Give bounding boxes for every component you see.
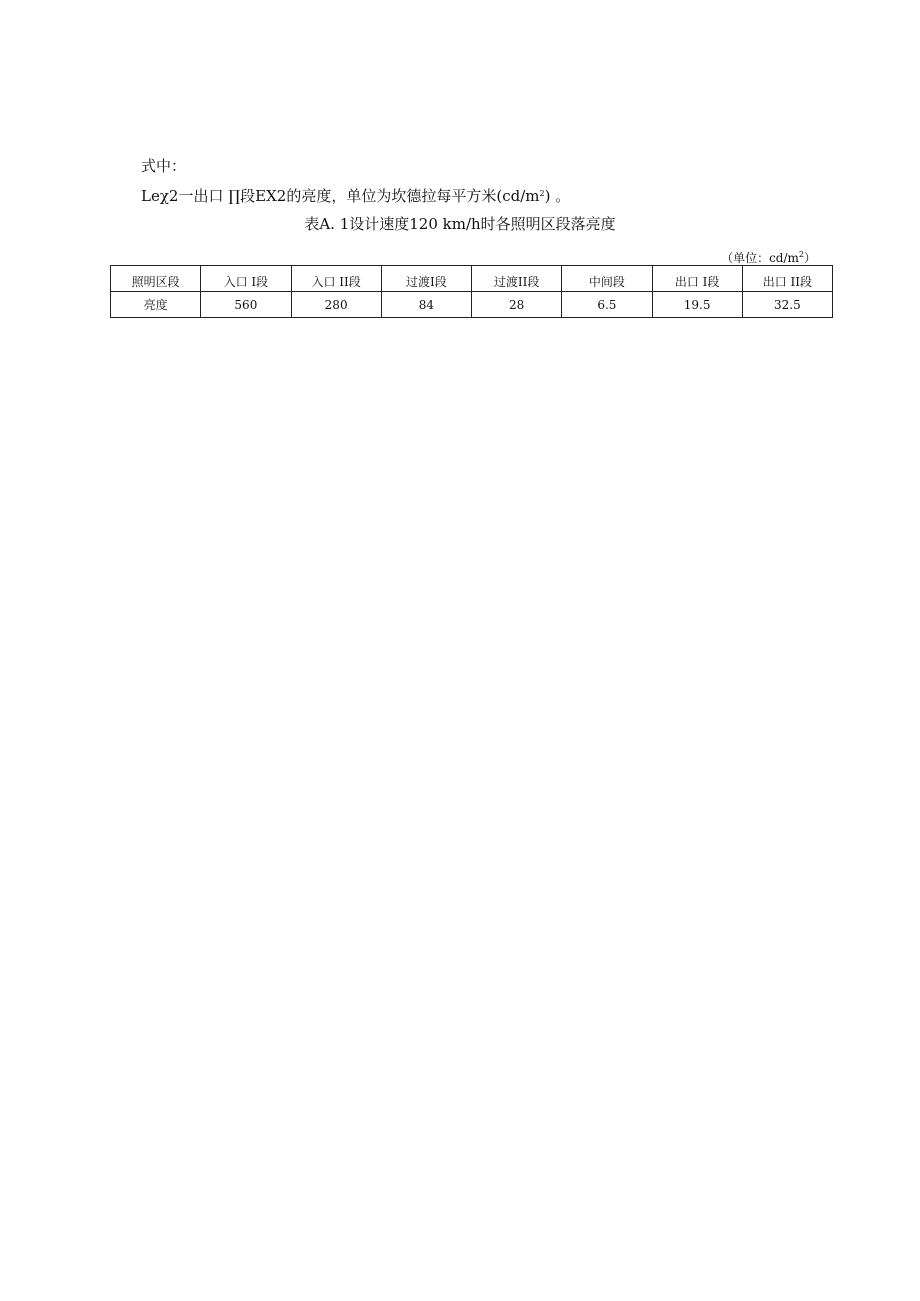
header-cell: 中间段 xyxy=(562,266,652,292)
definition-superscript: 2 xyxy=(539,189,545,198)
unit-note xyxy=(721,249,816,266)
unit-prefix: （单位：cd/m xyxy=(721,251,799,265)
header-cell: 出口 II段 xyxy=(742,266,832,292)
table-cell: 560 xyxy=(201,292,291,318)
table-cell: 19.5 xyxy=(652,292,742,318)
header-cell: 过渡II段 xyxy=(472,266,562,292)
table-cell: 280 xyxy=(291,292,381,318)
header-cell: 入口 II段 xyxy=(291,266,381,292)
table-cell: 32.5 xyxy=(742,292,832,318)
table-cell: 28 xyxy=(472,292,562,318)
header-cell: 照明区段 xyxy=(111,266,201,292)
definition-tail: ) 。 xyxy=(544,187,571,205)
table-cell: 84 xyxy=(381,292,471,318)
definition-main: Leχ2一出口 ∏段EX2的亮度，单位为坎德拉每平方米(cd/m xyxy=(141,187,540,205)
definition-text xyxy=(141,185,570,206)
header-cell: 出口 I段 xyxy=(652,266,742,292)
table-cell: 亮度 xyxy=(111,292,201,318)
luminance-table xyxy=(110,265,833,318)
intro-text: 式中： xyxy=(141,157,187,175)
unit-suffix: ） xyxy=(803,251,816,265)
unit-superscript: 2 xyxy=(798,250,804,259)
header-cell: 过渡I段 xyxy=(381,266,471,292)
table-cell: 6.5 xyxy=(562,292,652,318)
table-row xyxy=(111,292,833,318)
header-cell: 入口 I段 xyxy=(201,266,291,292)
table-caption: 表A. 1设计速度120 km/h时各照明区段落亮度 xyxy=(304,215,616,233)
table-header-row xyxy=(111,266,833,292)
